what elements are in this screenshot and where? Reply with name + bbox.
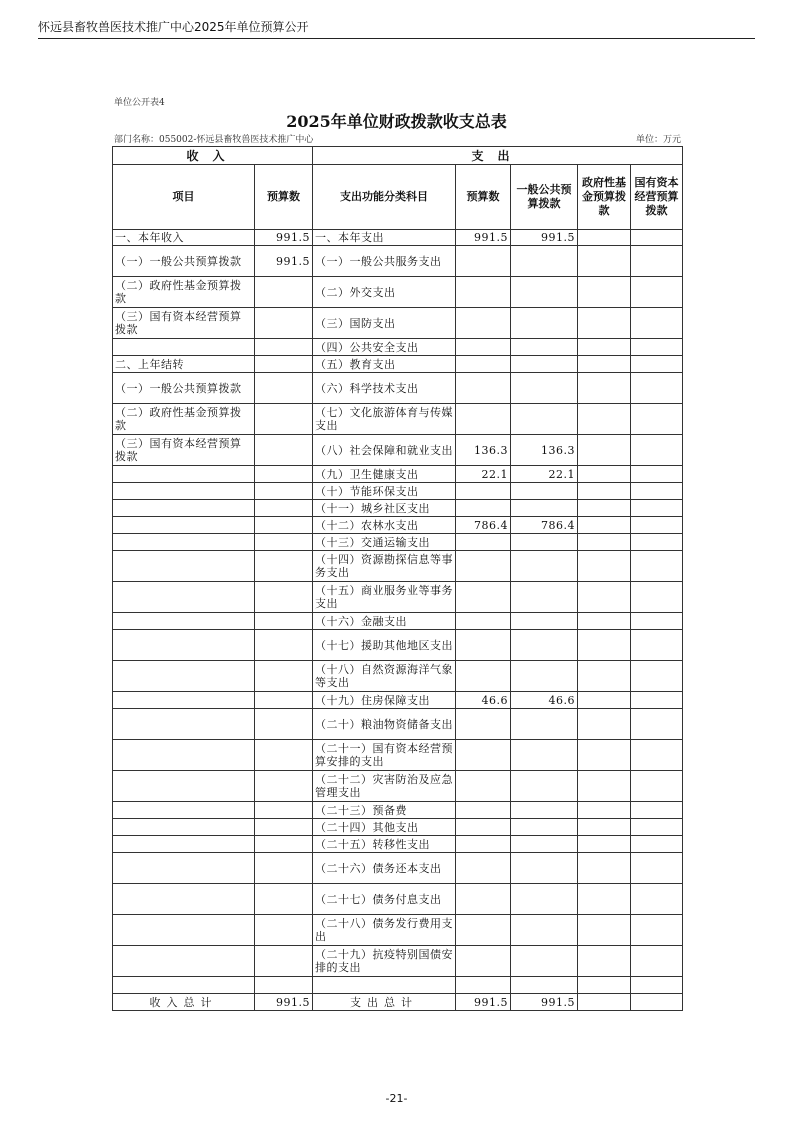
column-header-general-budget: 一般公共预算拨款 (511, 165, 578, 230)
expense-budget-cell (456, 277, 511, 308)
table-row (113, 308, 683, 339)
general-budget-cell (511, 819, 578, 836)
expense-item-cell: （一）一般公共服务支出 (313, 246, 456, 277)
expense-item-cell: （十）节能环保支出 (313, 483, 456, 500)
income-item-cell (113, 551, 255, 582)
table-row (113, 915, 683, 946)
expense-item-cell: （十四）资源勘探信息等事务支出 (313, 551, 456, 582)
expense-budget-cell: 22.1 (456, 466, 511, 483)
income-item-cell (113, 466, 255, 483)
gov-fund-cell (578, 517, 631, 534)
income-budget-cell (255, 613, 313, 630)
expense-budget-cell (456, 356, 511, 373)
income-budget-cell (255, 308, 313, 339)
general-budget-cell (511, 853, 578, 884)
expense-item-cell: （七）文化旅游体育与传媒支出 (313, 404, 456, 435)
expense-budget-cell: 136.3 (456, 435, 511, 466)
table-row (113, 613, 683, 630)
state-capital-cell (631, 740, 683, 771)
table-row (113, 435, 683, 466)
expense-budget-cell: 991.5 (456, 230, 511, 246)
income-budget-cell (255, 709, 313, 740)
state-capital-cell (631, 277, 683, 308)
table-row (113, 551, 683, 582)
expense-budget-cell (456, 836, 511, 853)
table-row (113, 946, 683, 977)
gov-fund-cell (578, 339, 631, 356)
expense-item-cell: （二十六）债务还本支出 (313, 853, 456, 884)
income-budget-cell (255, 404, 313, 435)
column-header-gov-fund: 政府性基金预算拨款 (578, 165, 631, 230)
income-item-cell (113, 946, 255, 977)
general-budget-cell: 786.4 (511, 517, 578, 534)
income-budget-cell (255, 853, 313, 884)
expense-budget-cell (456, 946, 511, 977)
income-item-cell (113, 582, 255, 613)
income-item-cell: 一、本年收入 (113, 230, 255, 246)
income-item-cell (113, 771, 255, 802)
income-budget-cell (255, 771, 313, 802)
table-row (113, 630, 683, 661)
state-capital-cell (631, 404, 683, 435)
state-capital-cell (631, 884, 683, 915)
state-capital-cell (631, 915, 683, 946)
state-capital-cell (631, 483, 683, 500)
gov-fund-cell (578, 709, 631, 740)
state-capital-cell (631, 630, 683, 661)
table-row (113, 802, 683, 819)
gov-fund-cell (578, 836, 631, 853)
expense-item-cell: （四）公共安全支出 (313, 339, 456, 356)
expense-budget-cell (456, 709, 511, 740)
expense-item-cell: （十八）自然资源海洋气象等支出 (313, 661, 456, 692)
general-budget-cell (511, 884, 578, 915)
table-row (113, 709, 683, 740)
table-row (113, 771, 683, 802)
expense-budget-cell: 46.6 (456, 692, 511, 709)
budget-table (112, 146, 683, 1011)
income-item-cell: （三）国有资本经营预算拨款 (113, 308, 255, 339)
total-row (113, 994, 683, 1011)
income-item-cell (113, 836, 255, 853)
general-budget-cell (511, 709, 578, 740)
gov-fund-cell (578, 946, 631, 977)
state-capital-cell (631, 802, 683, 819)
general-budget-cell (511, 483, 578, 500)
expense-item-cell: （二十）粮油物资储备支出 (313, 709, 456, 740)
income-budget-cell (255, 915, 313, 946)
state-capital-cell (631, 709, 683, 740)
gov-fund-cell (578, 994, 631, 1011)
column-header-item: 项目 (113, 165, 255, 230)
expense-budget-cell (456, 853, 511, 884)
state-capital-cell (631, 435, 683, 466)
state-capital-cell (631, 230, 683, 246)
general-budget-cell (511, 661, 578, 692)
income-budget-cell (255, 836, 313, 853)
income-item-cell (113, 740, 255, 771)
state-capital-cell (631, 339, 683, 356)
general-budget-cell (511, 613, 578, 630)
expense-item-cell: （八）社会保障和就业支出 (313, 435, 456, 466)
income-budget-cell (255, 466, 313, 483)
expense-budget-cell: 991.5 (456, 994, 511, 1011)
general-budget-cell: 136.3 (511, 435, 578, 466)
income-budget-cell: 991.5 (255, 230, 313, 246)
expense-item-cell: （十五）商业服务业等事务支出 (313, 582, 456, 613)
expense-budget-cell (456, 802, 511, 819)
table-row (113, 339, 683, 356)
table-row (113, 534, 683, 551)
income-budget-cell (255, 740, 313, 771)
gov-fund-cell (578, 308, 631, 339)
state-capital-cell (631, 836, 683, 853)
gov-fund-cell (578, 500, 631, 517)
expense-budget-cell (456, 534, 511, 551)
expense-budget-cell (456, 582, 511, 613)
income-budget-cell (255, 339, 313, 356)
gov-fund-cell (578, 356, 631, 373)
column-header-income-budget: 预算数 (255, 165, 313, 230)
general-budget-cell (511, 630, 578, 661)
income-budget-cell (255, 692, 313, 709)
general-budget-cell (511, 246, 578, 277)
expense-item-cell: （二十四）其他支出 (313, 819, 456, 836)
header-divider (38, 38, 755, 39)
expense-item-cell: （二十八）债务发行费用支出 (313, 915, 456, 946)
state-capital-cell (631, 517, 683, 534)
income-group-header: 收入 (113, 147, 313, 165)
income-budget-cell (255, 500, 313, 517)
expense-budget-cell (456, 308, 511, 339)
table-row (113, 466, 683, 483)
table-row (113, 884, 683, 915)
gov-fund-cell (578, 551, 631, 582)
expense-budget-cell (456, 661, 511, 692)
general-budget-cell (511, 534, 578, 551)
expense-budget-cell (456, 483, 511, 500)
gov-fund-cell (578, 246, 631, 277)
gov-fund-cell (578, 277, 631, 308)
general-budget-cell (511, 740, 578, 771)
gov-fund-cell (578, 802, 631, 819)
general-budget-cell (511, 977, 578, 994)
gov-fund-cell (578, 466, 631, 483)
gov-fund-cell (578, 819, 631, 836)
expense-budget-cell (456, 771, 511, 802)
expense-item-cell: （二十七）债务付息支出 (313, 884, 456, 915)
income-budget-cell: 991.5 (255, 246, 313, 277)
gov-fund-cell (578, 435, 631, 466)
state-capital-cell (631, 500, 683, 517)
gov-fund-cell (578, 404, 631, 435)
table-body (113, 230, 683, 1011)
income-budget-cell (255, 534, 313, 551)
income-item-cell (113, 977, 255, 994)
general-budget-cell (511, 404, 578, 435)
state-capital-cell (631, 692, 683, 709)
general-budget-cell: 991.5 (511, 994, 578, 1011)
expense-budget-cell (456, 551, 511, 582)
income-item-cell (113, 819, 255, 836)
expense-item-cell: （二）外交支出 (313, 277, 456, 308)
column-header-function-class: 支出功能分类科目 (313, 165, 456, 230)
general-budget-cell (511, 308, 578, 339)
income-item-cell (113, 339, 255, 356)
general-budget-cell (511, 771, 578, 802)
income-budget-cell (255, 277, 313, 308)
general-budget-cell (511, 356, 578, 373)
table-row (113, 661, 683, 692)
income-budget-cell (255, 483, 313, 500)
expense-item-cell: （三）国防支出 (313, 308, 456, 339)
state-capital-cell (631, 853, 683, 884)
expense-budget-cell (456, 630, 511, 661)
income-item-cell (113, 661, 255, 692)
expense-item-cell: （二十二）灾害防治及应急管理支出 (313, 771, 456, 802)
state-capital-cell (631, 661, 683, 692)
income-item-cell: 收入总计 (113, 994, 255, 1011)
expense-item-cell: （二十五）转移性支出 (313, 836, 456, 853)
state-capital-cell (631, 551, 683, 582)
table-row (113, 356, 683, 373)
table-row (113, 500, 683, 517)
state-capital-cell (631, 356, 683, 373)
general-budget-cell (511, 277, 578, 308)
income-budget-cell (255, 630, 313, 661)
income-budget-cell (255, 356, 313, 373)
state-capital-cell (631, 373, 683, 404)
general-budget-cell (511, 339, 578, 356)
income-budget-cell (255, 582, 313, 613)
state-capital-cell (631, 819, 683, 836)
income-item-cell (113, 802, 255, 819)
income-item-cell: （三）国有资本经营预算拨款 (113, 435, 255, 466)
state-capital-cell (631, 582, 683, 613)
expense-item-cell: （十一）城乡社区支出 (313, 500, 456, 517)
table-row (113, 517, 683, 534)
income-item-cell (113, 517, 255, 534)
expense-budget-cell (456, 613, 511, 630)
income-item-cell (113, 534, 255, 551)
income-budget-cell (255, 373, 313, 404)
document-header: 怀远县畜牧兽医技术推广中心2025年单位预算公开 (38, 20, 309, 34)
income-item-cell (113, 500, 255, 517)
expense-item-cell: （十六）金融支出 (313, 613, 456, 630)
table-row (113, 977, 683, 994)
state-capital-cell (631, 308, 683, 339)
expense-item-cell: 一、本年支出 (313, 230, 456, 246)
income-item-cell: 二、上年结转 (113, 356, 255, 373)
table-row (113, 277, 683, 308)
income-item-cell: （二）政府性基金预算拨款 (113, 404, 255, 435)
income-budget-cell (255, 435, 313, 466)
income-item-cell: （一）一般公共预算拨款 (113, 373, 255, 404)
expense-item-cell: （十七）援助其他地区支出 (313, 630, 456, 661)
expense-budget-cell (456, 373, 511, 404)
income-budget-cell (255, 884, 313, 915)
expense-budget-cell (456, 977, 511, 994)
gov-fund-cell (578, 230, 631, 246)
general-budget-cell: 991.5 (511, 230, 578, 246)
expense-budget-cell (456, 915, 511, 946)
table-row (113, 853, 683, 884)
gov-fund-cell (578, 630, 631, 661)
general-budget-cell (511, 802, 578, 819)
general-budget-cell (511, 373, 578, 404)
gov-fund-cell (578, 613, 631, 630)
gov-fund-cell (578, 915, 631, 946)
expense-budget-cell (456, 404, 511, 435)
gov-fund-cell (578, 373, 631, 404)
general-budget-cell: 46.6 (511, 692, 578, 709)
expense-item-cell: （二十九）抗疫特别国债安排的支出 (313, 946, 456, 977)
income-budget-cell (255, 551, 313, 582)
state-capital-cell (631, 613, 683, 630)
table-title: 2025年单位财政拨款收支总表 (286, 112, 507, 131)
state-capital-cell (631, 466, 683, 483)
income-item-cell (113, 884, 255, 915)
state-capital-cell (631, 246, 683, 277)
income-item-cell: （二）政府性基金预算拨款 (113, 277, 255, 308)
table-row (113, 483, 683, 500)
general-budget-cell (511, 500, 578, 517)
expense-item-cell: 支出总计 (313, 994, 456, 1011)
expense-budget-cell: 786.4 (456, 517, 511, 534)
expense-item-cell: （九）卫生健康支出 (313, 466, 456, 483)
expense-group-header: 支出 (313, 147, 683, 165)
expense-item-cell: （五）教育支出 (313, 356, 456, 373)
income-budget-cell: 991.5 (255, 994, 313, 1011)
state-capital-cell (631, 977, 683, 994)
general-budget-cell (511, 946, 578, 977)
expense-item-cell: （十九）住房保障支出 (313, 692, 456, 709)
form-number: 单位公开表4 (114, 98, 165, 108)
general-budget-cell (511, 915, 578, 946)
gov-fund-cell (578, 771, 631, 802)
expense-item-cell: （十二）农林水支出 (313, 517, 456, 534)
gov-fund-cell (578, 977, 631, 994)
expense-budget-cell (456, 884, 511, 915)
state-capital-cell (631, 994, 683, 1011)
income-item-cell: （一）一般公共预算拨款 (113, 246, 255, 277)
income-budget-cell (255, 977, 313, 994)
general-budget-cell (511, 836, 578, 853)
expense-item-cell: （二十三）预备费 (313, 802, 456, 819)
table-row (113, 740, 683, 771)
income-budget-cell (255, 802, 313, 819)
page-number: -21- (385, 1092, 408, 1105)
expense-budget-cell (456, 819, 511, 836)
gov-fund-cell (578, 692, 631, 709)
table-row (113, 404, 683, 435)
income-budget-cell (255, 661, 313, 692)
expense-item-cell (313, 977, 456, 994)
column-header-state-capital: 国有资本经营预算拨款 (631, 165, 683, 230)
income-item-cell (113, 853, 255, 884)
income-item-cell (113, 483, 255, 500)
gov-fund-cell (578, 534, 631, 551)
income-item-cell (113, 915, 255, 946)
column-header-expense-budget: 预算数 (456, 165, 511, 230)
gov-fund-cell (578, 853, 631, 884)
income-budget-cell (255, 517, 313, 534)
table-row (113, 836, 683, 853)
income-budget-cell (255, 819, 313, 836)
expense-budget-cell (456, 339, 511, 356)
income-budget-cell (255, 946, 313, 977)
expense-item-cell: （六）科学技术支出 (313, 373, 456, 404)
general-budget-cell (511, 582, 578, 613)
expense-item-cell: （二十一）国有资本经营预算安排的支出 (313, 740, 456, 771)
unit-label: 单位：万元 (635, 135, 681, 145)
state-capital-cell (631, 771, 683, 802)
expense-item-cell: （十三）交通运输支出 (313, 534, 456, 551)
table-row (113, 582, 683, 613)
general-budget-cell (511, 551, 578, 582)
gov-fund-cell (578, 483, 631, 500)
gov-fund-cell (578, 740, 631, 771)
table-row (113, 692, 683, 709)
expense-budget-cell (456, 500, 511, 517)
table-row (113, 373, 683, 404)
income-item-cell (113, 692, 255, 709)
income-item-cell (113, 630, 255, 661)
department-name: 部门名称：055002-怀远县畜牧兽医技术推广中心 (114, 135, 314, 145)
expense-budget-cell (456, 246, 511, 277)
income-item-cell (113, 613, 255, 630)
expense-budget-cell (456, 740, 511, 771)
state-capital-cell (631, 534, 683, 551)
table-row (113, 819, 683, 836)
gov-fund-cell (578, 661, 631, 692)
state-capital-cell (631, 946, 683, 977)
table-row (113, 246, 683, 277)
table-row (113, 230, 683, 246)
gov-fund-cell (578, 582, 631, 613)
general-budget-cell: 22.1 (511, 466, 578, 483)
gov-fund-cell (578, 884, 631, 915)
income-item-cell (113, 709, 255, 740)
